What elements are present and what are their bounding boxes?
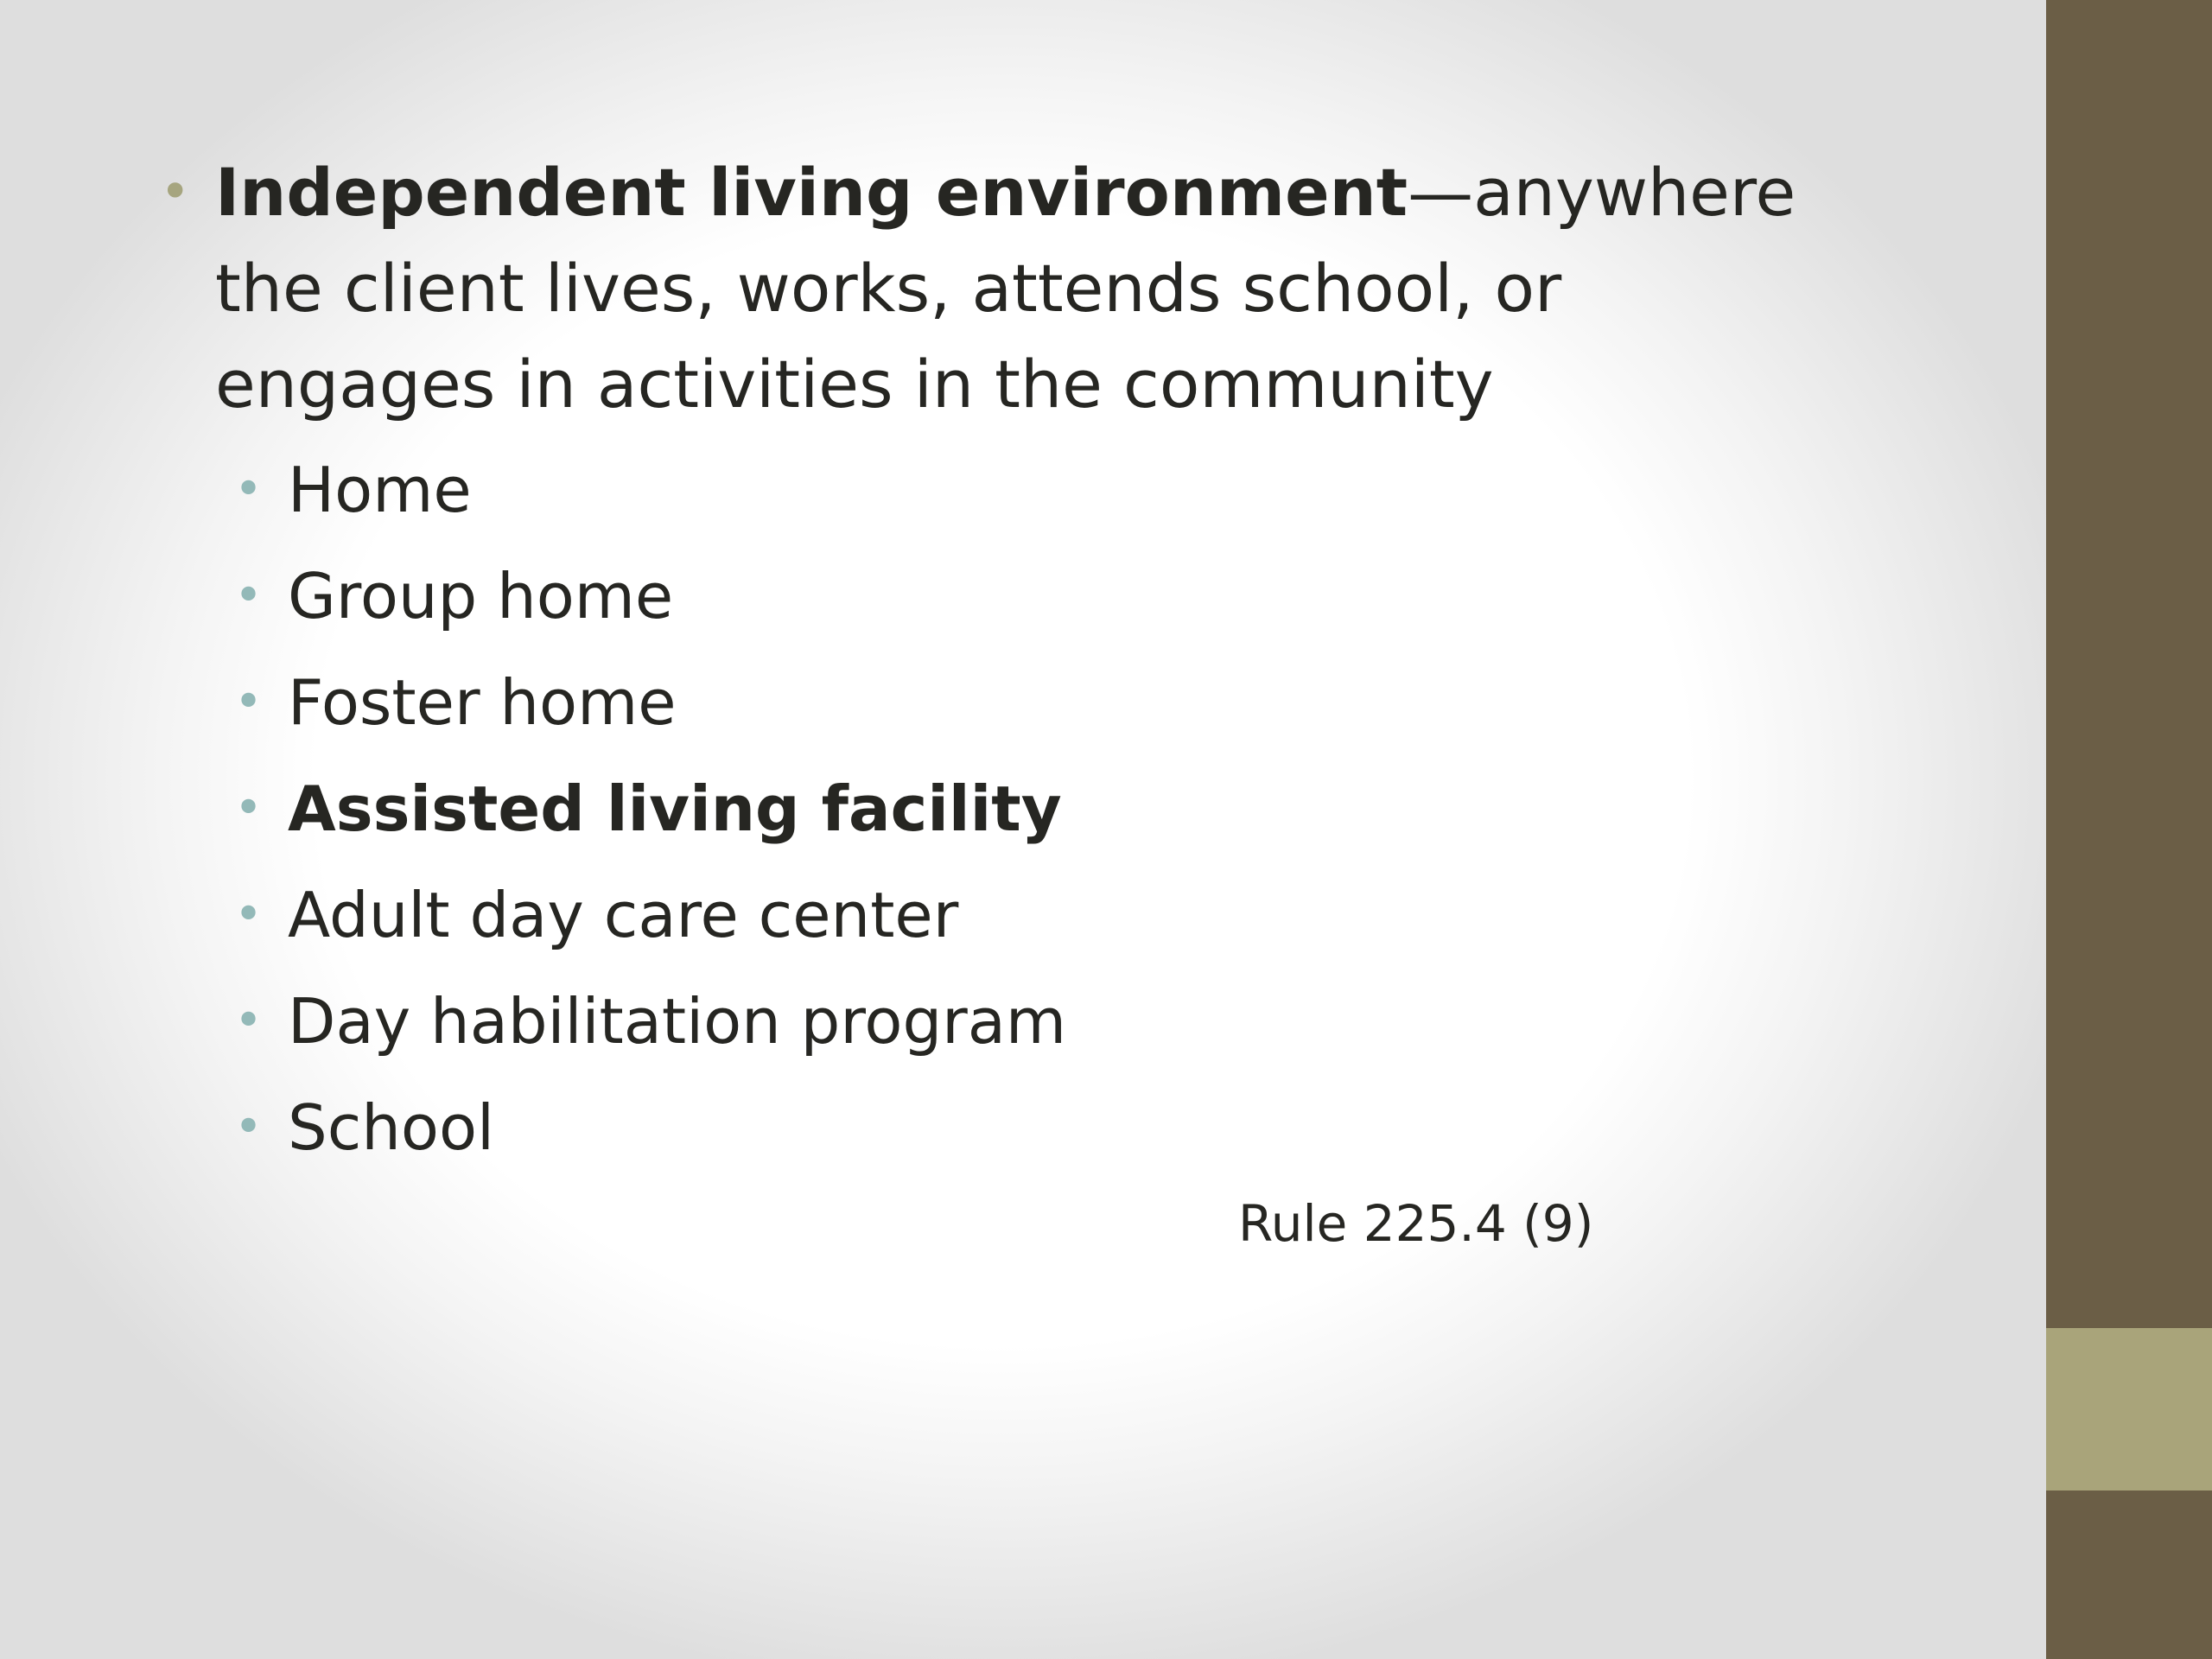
sub-bullet-marker: • bbox=[234, 780, 264, 836]
sub-bullet-marker: • bbox=[234, 1099, 264, 1155]
sub-bullet-marker: • bbox=[234, 887, 264, 943]
sub-bullet-marker: • bbox=[234, 568, 264, 624]
sub-bullet-marker: • bbox=[234, 674, 264, 730]
rule-reference: Rule 225.4 (9) bbox=[1238, 1194, 1594, 1253]
main-term: Independent living environment bbox=[215, 154, 1408, 231]
list-item bbox=[234, 976, 1067, 1083]
sub-bullet-marker: • bbox=[234, 993, 264, 1049]
list-item-label: Foster home bbox=[288, 666, 677, 739]
list-item-label: Assisted living facility bbox=[288, 772, 1062, 845]
list-item bbox=[234, 551, 1066, 658]
side-accent-block bbox=[2046, 1328, 2212, 1491]
main-definition: —anywhere the client lives, works, attends school, or engages in activities in the community bbox=[215, 154, 1796, 423]
main-bullet bbox=[160, 144, 1857, 432]
list-item-label: Day habilitation program bbox=[288, 985, 1067, 1058]
list-item-label: School bbox=[288, 1091, 495, 1164]
list-item-label: Group home bbox=[288, 560, 674, 632]
main-bullet-marker: • bbox=[160, 162, 191, 222]
sub-bullet-list bbox=[234, 445, 1067, 1189]
list-item bbox=[234, 658, 1066, 764]
sub-bullet-marker: • bbox=[234, 461, 264, 518]
list-item-label: Adult day care center bbox=[288, 879, 959, 951]
list-item-label: Home bbox=[288, 454, 472, 526]
list-item bbox=[234, 764, 1066, 870]
list-item bbox=[234, 1083, 1066, 1189]
list-item bbox=[234, 445, 1066, 551]
list-item bbox=[234, 870, 1066, 976]
